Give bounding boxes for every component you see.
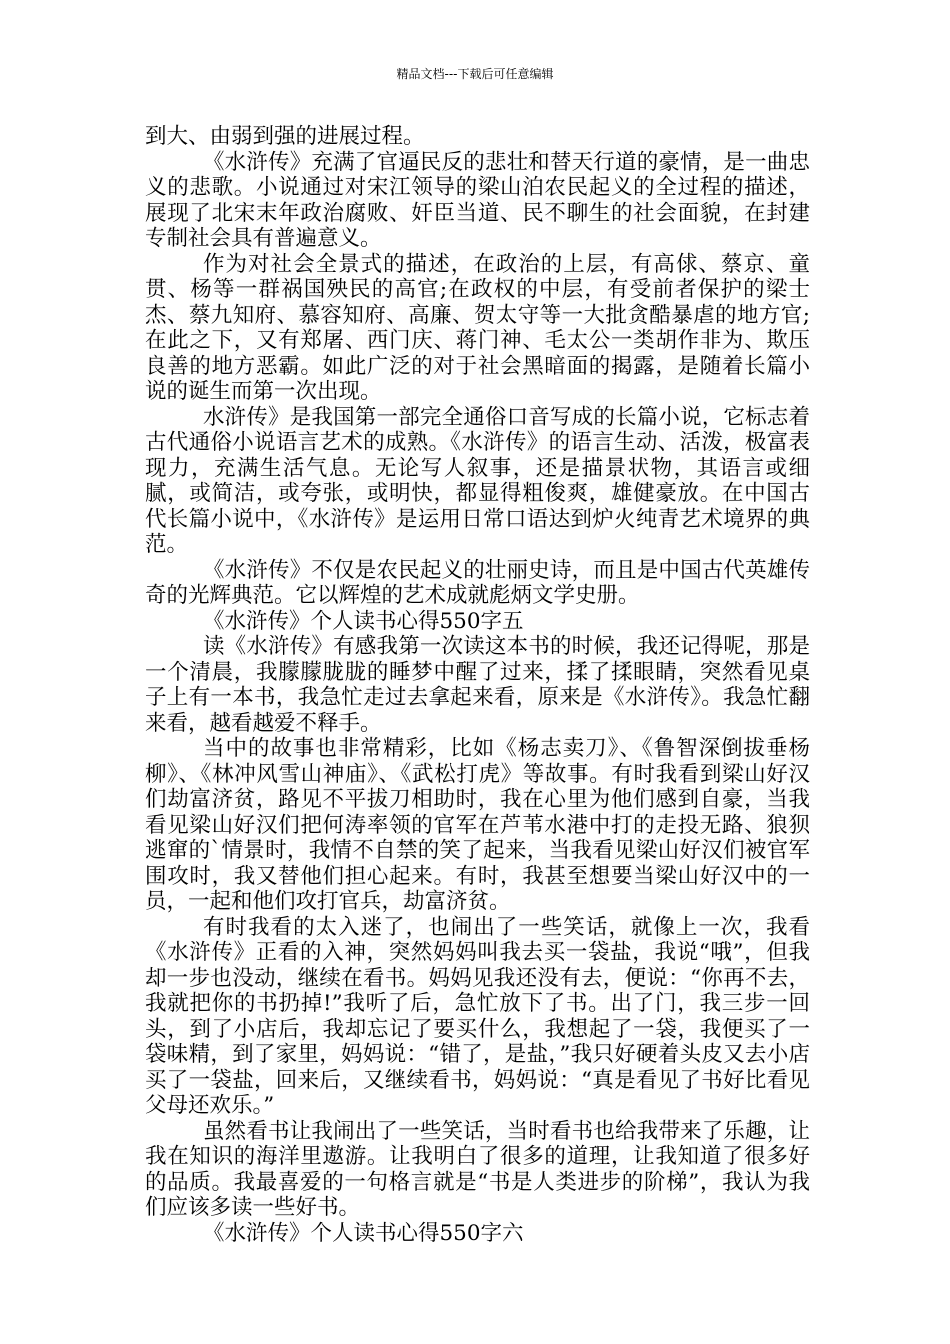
document-body <box>145 124 810 1246</box>
page-header: 精品文档---下载后可任意编辑 <box>396 67 554 81</box>
paragraph: 读《水浒传》有感我第一次读这本书的时候，我还记得呢，那是一个清晨，我朦朦胧胧的睡梦中醒了过来，揉了揉眼睛，突然看见桌子上有一本书，我急忙走过去拿起来看，原来是《水浒传》。我急忙翻来看，越看越爱不释手。 <box>145 634 810 736</box>
paragraph-continuation: 到大、由弱到强的进展过程。 <box>145 124 425 149</box>
section-heading: 《水浒传》个人读书心得550字六 <box>203 1220 524 1246</box>
paragraph: 水浒传》是我国第一部完全通俗口音写成的长篇小说，它标志着古代通俗小说语言艺术的成熟。《水浒传》的语言生动、活泼，极富表现力，充满生活气息。无论写人叙事，还是描景状物，其语言或细腻，或简洁，或夸张，或明快，都显得粗俊爽，雄健豪放。在中国古代长篇小说中，《水浒传》是运用日常口语达到炉火纯青艺术境界的典范。 <box>145 404 810 557</box>
paragraph: 作为对社会全景式的描述，在政治的上层，有高俅、蔡京、童贯、杨等一群祸国殃民的高官;在政权的中层，有受前者保护的梁士杰、蔡九知府、慕容知府、高廉、贺太守等一大批贪酷暴虐的地方官;在此之下，又有郑屠、西门庆、蒋门神、毛太公一类胡作非为、欺压良善的地方恶霸。如此广泛的对于社会黑暗面的揭露，是随着长篇小说的诞生而第一次出现。 <box>145 251 810 404</box>
section-heading: 《水浒传》个人读书心得550字五 <box>203 608 524 634</box>
paragraph: 《水浒传》不仅是农民起义的壮丽史诗，而且是中国古代英雄传奇的光辉典范。它以辉煌的艺术成就彪炳文学史册。 <box>145 557 810 608</box>
paragraph: 虽然看书让我闹出了一些笑话，当时看书也给我带来了乐趣，让我在知识的海洋里遨游。让我明白了很多的道理，让我知道了很多好的品质。我最喜爱的一句格言就是“书是人类进步的阶梯”，我认为我们应该多读一些好书。 <box>145 1118 810 1220</box>
paragraph: 有时我看的太入迷了，也闹出了一些笑话，就像上一次，我看《水浒传》正看的入神，突然妈妈叫我去买一袋盐，我说“哦”，但我却一步也没动，继续在看书。妈妈见我还没有去，便说：“你再不去，我就把你的书扔掉!”我听了后，急忙放下了书。出了门，我三步一回头，到了小店后，我却忘记了要买什么，我想起了一袋，我便买了一袋味精，到了家里，妈妈说：“错了，是盐，”我只好硬着头皮又去小店买了一袋盐，回来后，又继续看书，妈妈说：“真是看见了书好比看见父母还欢乐。” <box>145 914 810 1118</box>
paragraph: 《水浒传》充满了官逼民反的悲壮和替天行道的豪情，是一曲忠义的悲歌。小说通过对宋江领导的梁山泊农民起义的全过程的描述，展现了北宋末年政治腐败、奸臣当道、民不聊生的社会面貌，在封建专制社会具有普遍意义。 <box>145 149 810 251</box>
paragraph: 当中的故事也非常精彩，比如《杨志卖刀》、《鲁智深倒拔垂杨柳》、《林冲风雪山神庙》、《武松打虎》等故事。有时我看到梁山好汉们劫富济贫，路见不平拔刀相助时，我在心里为他们感到自豪，当我看见梁山好汉们把何涛率领的官军在芦苇水港中打的走投无路、狼狈逃窜的`情景时，我情不自禁的笑了起来，当我看见梁山好汉们被官军围攻时，我又替他们担心起来。有时，我甚至想要当梁山好汉中的一员，一起和他们攻打官兵，劫富济贫。 <box>145 736 810 914</box>
